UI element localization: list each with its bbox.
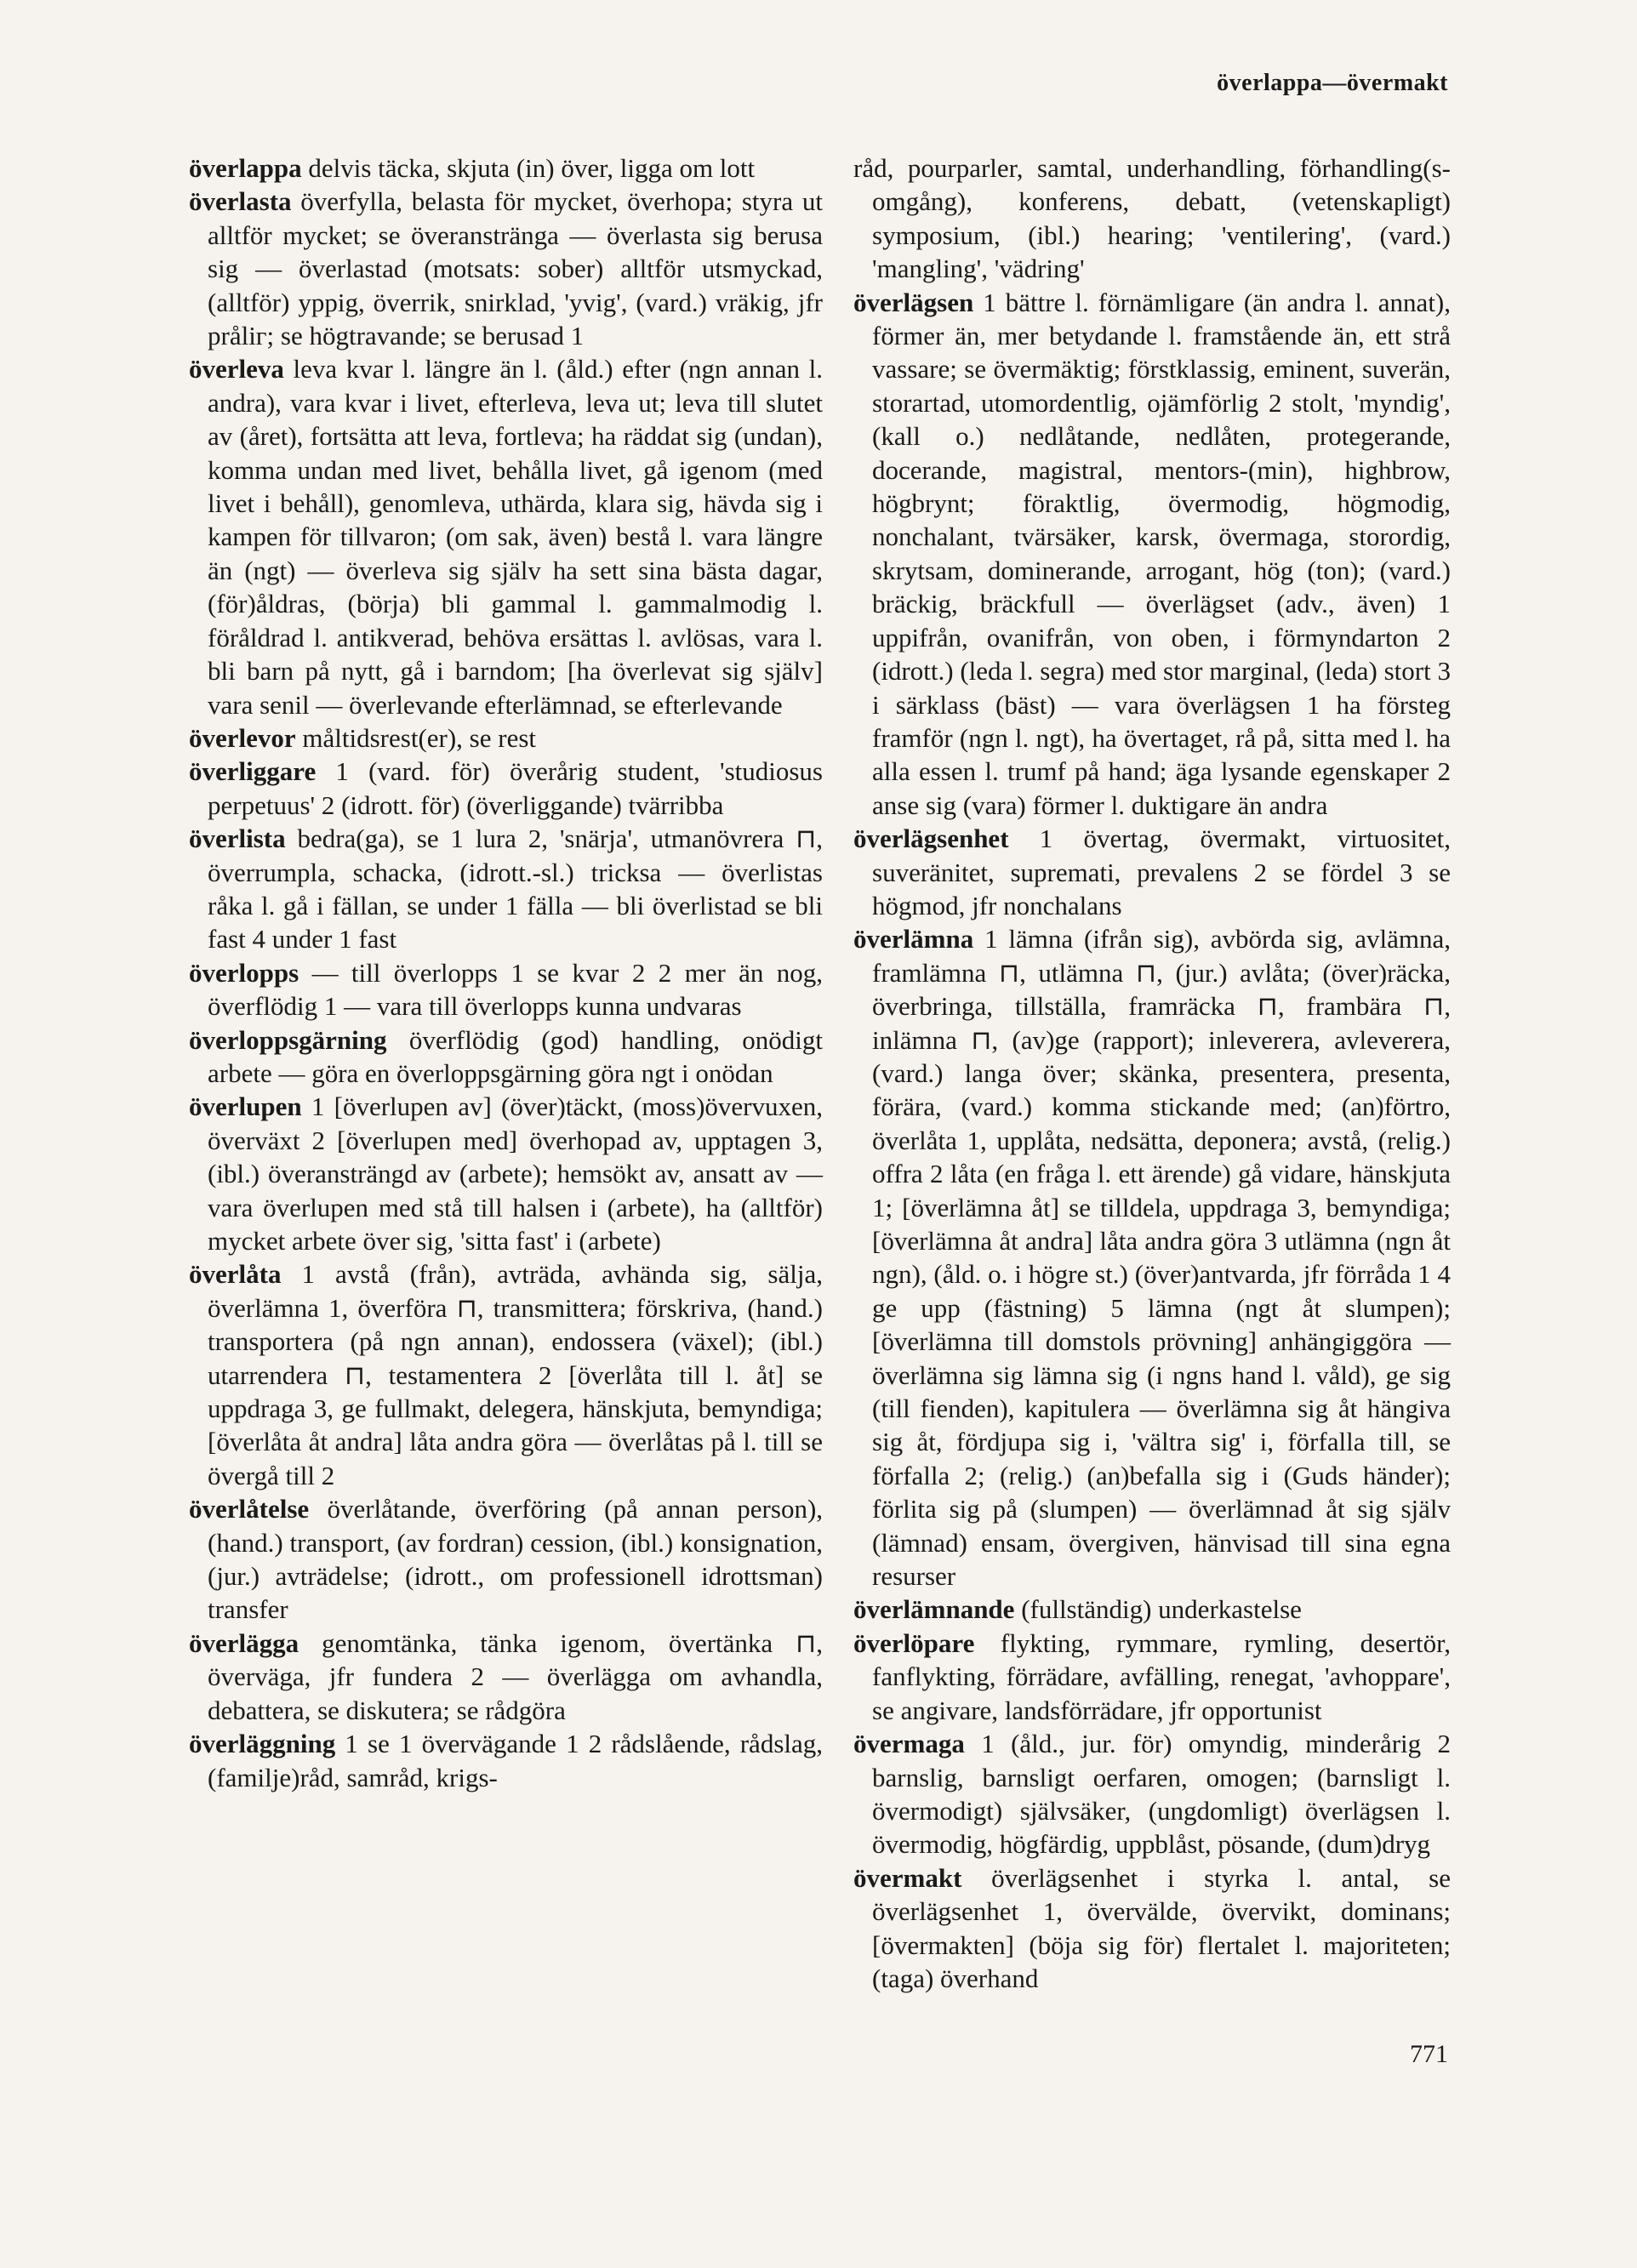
entry-headword: överleva (189, 354, 284, 385)
entry-headword: överlåta (189, 1259, 282, 1290)
dictionary-entry (853, 822, 1451, 922)
dictionary-entry (189, 151, 823, 185)
entry-definition: 1 avstå (från), avträda, avhända sig, sälja, överlämna 1, överföra ⊓, transmittera; förskriva, (hand.) transportera (på ngn annan), endossera (växel); (ibl.) utarrendera ⊓, testamentera 2 [överlåta till l. åt] se uppdraga 3, ge fullmakt, delegera, hänskjuta, bemyndiga; [överlåta åt andra] låta andra göra — överlåtas på l. till se övergå till 2 (208, 1259, 823, 1490)
entry-headword: överlasta (189, 186, 292, 217)
entry-headword: överloppsgärning (189, 1024, 387, 1055)
dictionary-entry (189, 1257, 823, 1492)
entry-headword: överlopps (189, 957, 299, 988)
entry-headword: överlåtelse (189, 1494, 310, 1524)
entry-definition: bedra(ga), se 1 lura 2, 'snärja', utmanövrera ⊓, överrumpla, schacka, (idrott.-sl.) tricksa — överlistas råka l. gå i fällan, se under 1 fälla — bli överlistad se bli fast 4 under 1 fast (208, 823, 824, 954)
entry-headword: överlappa (189, 153, 302, 183)
running-header: överlappa—övermakt (1217, 70, 1448, 96)
dictionary-entry (853, 151, 1451, 286)
dictionary-entry (189, 1727, 823, 1794)
entry-definition: (fullständig) underkastelse (1021, 1594, 1302, 1625)
entry-headword: övermaga (853, 1729, 965, 1759)
entry-headword: överlista (189, 823, 286, 854)
entry-headword: överliggare (189, 756, 317, 787)
dictionary-entry (189, 956, 823, 1023)
entry-definition: 1 lämna (ifrån sig), avbörda sig, avlämna, framlämna ⊓, utlämna ⊓, (jur.) avlåta; (över)räcka, överbringa, tillställa, framräcka ⊓, frambära ⊓, inlämna ⊓, (av)ge (rapport); inleverera, avleverera, (vard.) langa över; skänka, presentera, presenta, förära, (vard.) komma stickande med; (an)förtro, överlåta 1, upplåta, nedsätta, deponera; avstå, (relig.) offra 2 låta (en fråga l. ett ärende) gå vidare, hänskjuta 1; [överlämna åt] se tilldela, uppdraga 3, bemyndiga; [överlämna åt andra] låta andra göra 3 utlämna (ngn åt ngn), (åld. o. i högre st.) (över)antvarda, jfr förråda 1 4 ge upp (fästning) 5 lämna (ngt åt slumpen); [överlämna till domstols prövning] anhängiggöra — överlämna sig lämna sig (i ngns hand l. våld), ge sig (till fienden), kapitulera — överlämna sig åt hängiva sig åt, fördjupa sig i, 'vältra sig' i, förfalla till, se förfalla 2; (relig.) (an)befalla sig i (Guds händer); förlita sig på (slumpen) — överlämnad åt sig själv (lämnad) ensam, övergiven, hänvisad till sina egna resurser (872, 924, 1452, 1592)
entry-definition: 1 bättre l. förnämligare (än andra l. annat), förmer än, mer betydande l. framstående än, ett strå vassare; se övermäktig; förstklassig, eminent, suverän, storartad, utomordentlig, ojämförlig 2 stolt, 'myndig', (kall o.) nedlåtande, nedlåten, protegerande, docerande, magistral, mentors-(min), highbrow, högbrynt; föraktlig, övermodig, högmodig, nonchalant, tvärsäker, karsk, övermaga, storordig, skrytsam, dominerande, arrogant, hög (ton); (vard.) bräckig, bräckfull — överlägset (adv., även) 1 uppifrån, ovanifrån, von oben, i förmyndarton 2 (idrott.) (leda l. segra) med stor marginal, (leda) stort 3 i särklass (bäst) — vara överlägsen 1 ha försteg framför (ngn l. ngt), ha övertaget, rå på, sitta med l. ha alla essen l. trumf på hand; äga lysande egenskaper 2 anse sig (vara) förmer l. duktigare än andra (872, 287, 1452, 820)
entry-headword: överlämna (853, 924, 974, 954)
entry-headword: överlevor (189, 722, 296, 753)
dictionary-entry (189, 822, 823, 956)
entry-definition: — till överlopps 1 se kvar 2 2 mer än nog, överflödig 1 — vara till överlopps kunna undvaras (208, 957, 824, 1022)
page-number: 771 (1410, 2040, 1448, 2068)
dictionary-entry (189, 352, 823, 721)
entry-definition: 1 (åld., jur. för) omyndig, minderårig 2 barnslig, barnsligt oerfaren, omogen; (barnsligt l. övermodigt) självsäker, (ungdomligt) överlägsen l. övermodig, högfärdig, uppblåst, pösande, (dum)dryg (872, 1729, 1452, 1860)
dictionary-entry (853, 286, 1451, 823)
entry-definition: leva kvar l. längre än l. (åld.) efter (ngn annan l. andra), vara kvar i livet, efterleva, leva ut; leva till slutet av (året), fortsätta att leva, fortleva; ha räddat sig (undan), komma undan med livet, behålla livet, gå igenom (med livet i behåll), genomleva, uthärda, klara sig, hävda sig i kampen för tillvaron; (om sak, även) bestå l. vara längre än (ngt) — överleva sig själv ha sett sina bästa dagar, (för)åldras, (börja) bli gammal l. gammalmodig l. föråldrad l. antikverad, behöva ersättas l. avlösas, vara l. bli barn på nytt, gå i barndom; [ha överlevat sig själv] vara senil — överlevande efterlämnad, se efterlevande (208, 354, 823, 720)
entry-definition: råd, pourparler, samtal, underhandling, förhandling(s-omgång), konferens, debatt, (vetenskapligt) symposium, (ibl.) hearing; 'ventilering', (vard.) 'mangling', 'vädring' (853, 153, 1451, 284)
entry-definition: 1 [överlupen av] (över)täckt, (moss)övervuxen, överväxt 2 [överlupen med] överhopad av, upptagen 3, (ibl.) överansträngd av (arbete); hemsökt av, ansatt av — vara överlupen med stå till halsen i (arbete), ha (alltför) mycket arbete över sig, 'sitta fast' i (arbete) (208, 1091, 824, 1256)
dictionary-entry (189, 721, 823, 755)
dictionary-entry (853, 1627, 1451, 1727)
dictionary-entry (853, 922, 1451, 1593)
dictionary-entry (189, 755, 823, 822)
entry-definition: överlägsenhet i styrka l. antal, se överlägsenhet 1, övervälde, övervikt, dominans; [övermakten] (böja sig för) flertalet l. majoriteten; (taga) överhand (872, 1862, 1452, 1993)
entry-headword: överlägsenhet (853, 823, 1009, 854)
entry-definition: överfylla, belasta för mycket, överhopa; styra ut alltför mycket; se överansträngа — överlasta sig berusa sig — överlastad (motsats: sober) alltför utsmyckad, (alltför) yppig, överrik, snirklad, 'yvig', (vard.) vräkig, jfr pråliг; se högtravande; se berusad 1 (208, 186, 823, 351)
entry-headword: överlämnande (853, 1594, 1015, 1625)
entry-headword: överlöpare (853, 1627, 975, 1658)
entry-definition: 1 (vard. för) överårig student, 'studiosus perpetuus' 2 (idrott. för) (överliggande) tvärribba (208, 756, 823, 820)
dictionary-entry (189, 1090, 823, 1257)
dictionary-entry (853, 1861, 1451, 1996)
entry-definition: flykting, rymmare, rymling, desertör, fanflykting, förrädare, avfälling, renegat, 'avhoppare', se angivare, landsförrädare, jfr opportunist (872, 1627, 1451, 1725)
entry-definition: delvis täcka, skjuta (in) över, ligga om lott (308, 153, 756, 183)
entry-definition: 1 se 1 övervägande 1 2 rådslående, rådslag, (familje)råd, samråd, krigs- (208, 1729, 824, 1792)
entry-definition: överlåtande, överföring (på annan person), (hand.) transport, (av fordran) cession, (ibl.) konsignation, (jur.) avträdelse; (idrott., om professionell idrottsman) transfer (208, 1494, 824, 1625)
entry-headword: överlägsen (853, 287, 974, 317)
entry-headword: överläggning (189, 1729, 336, 1759)
entry-definition: genomtänka, tänka igenom, övertänka ⊓, överväga, jfr fundera 2 — överlägga om avhandla, debattera, se diskutera; se rådgöra (208, 1627, 823, 1725)
dictionary-entry (189, 1492, 823, 1627)
entry-headword: överlägga (189, 1627, 299, 1658)
right-column (853, 151, 1451, 1995)
entry-headword: överlupen (189, 1091, 302, 1122)
dictionary-entry (853, 1593, 1451, 1626)
entry-definition: överflödig (god) handling, onödigt arbete — göra en överloppsgärning göra ngt i onödan (208, 1024, 823, 1088)
entry-headword: övermakt (853, 1862, 962, 1893)
left-column (189, 151, 823, 1794)
dictionary-entry (189, 1023, 823, 1091)
dictionary-entry (853, 1727, 1451, 1861)
dictionary-entry (189, 1627, 823, 1727)
entry-definition: måltidsrest(er), se rest (302, 722, 537, 753)
dictionary-entry (189, 185, 823, 352)
entry-definition: 1 övertag, övermakt, virtuositet, suveränitet, suprematі, prevalens 2 se fördel 3 se högmod, jfr nonchalans (872, 823, 1452, 920)
